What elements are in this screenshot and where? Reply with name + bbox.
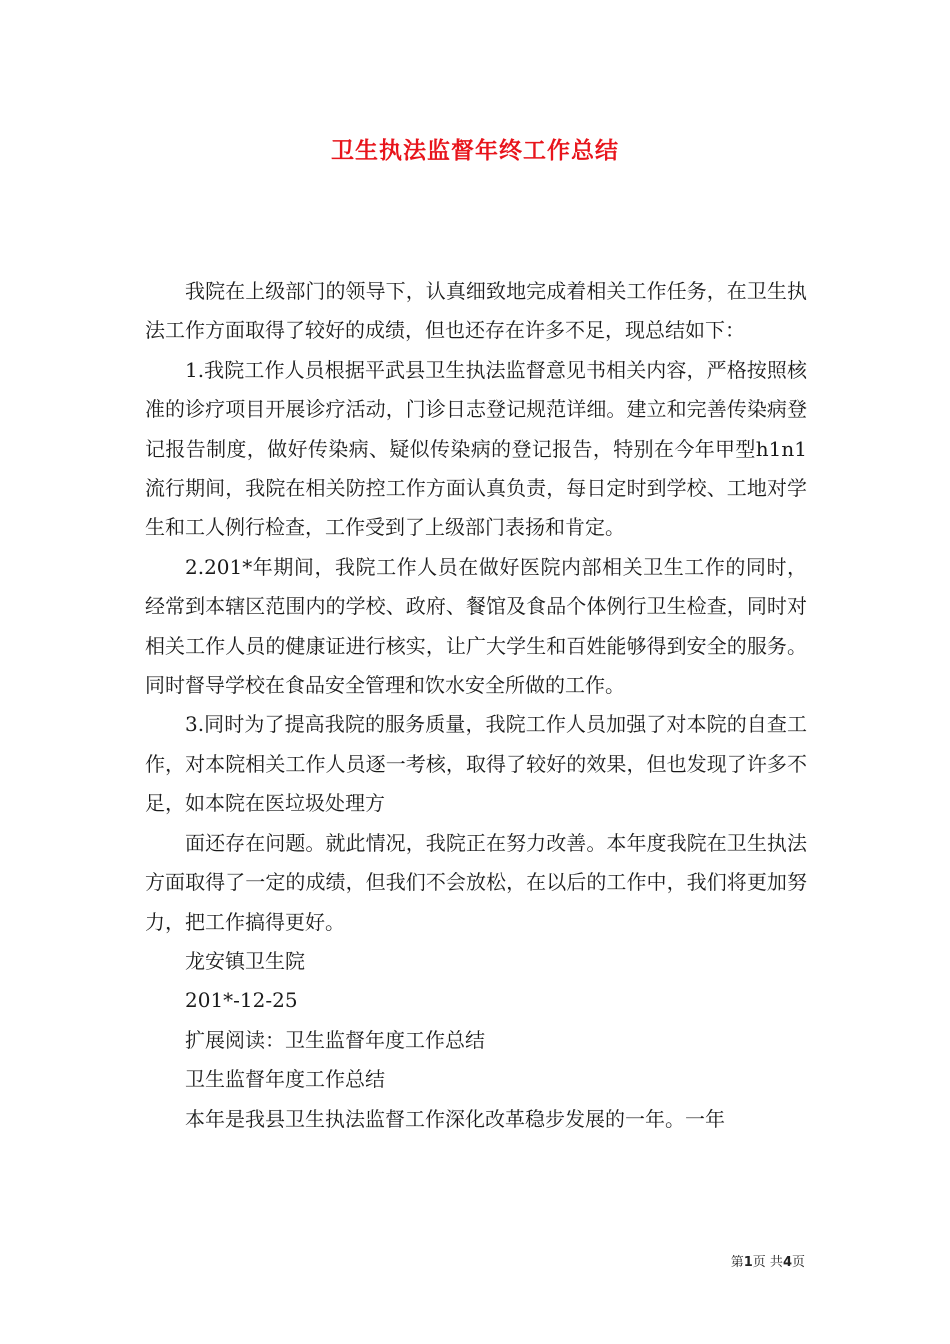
section-subtitle: 卫生监督年度工作总结 [185, 1067, 385, 1092]
footer-middle: 页 共 [752, 1255, 783, 1270]
signature: 龙安镇卫生院 [185, 948, 305, 973]
paragraph-intro: 我院在上级部门的领导下，认真细致地完成着相关工作任务，在卫生执法工作方面取得了较好的成绩，但也还存在许多不足，现总结如下： [145, 279, 807, 343]
paragraph-item-3: 3.同时为了提高我院的服务质量，我院工作人员加强了对本院的自查工作，对本院相关工作人员逐一考核，取得了较好的效果，但也发现了许多不足，如本院在医垃圾处理方 [145, 712, 807, 816]
footer-prefix: 第 [730, 1255, 744, 1270]
document-title: 卫生执法监督年终工作总结 [331, 137, 619, 164]
document-date: 201*-12-25 [185, 988, 298, 1013]
footer-total-pages: 4 [782, 1255, 792, 1270]
footer-suffix: 页 [791, 1255, 805, 1270]
paragraph-item-2: 2.201*年期间，我院工作人员在做好医院内部相关卫生工作的同时，经常到本辖区范围内的学校、政府、餐馆及食品个体例行卫生检查，同时对相关工作人员的健康证进行核实，让广大学生和百姓能够得到安全的服务。同时督导学校在食品安全管理和饮水安全所做的工作。 [145, 554, 807, 698]
footer-page-number: 1 [743, 1255, 753, 1270]
page-footer [731, 1251, 805, 1270]
paragraph-conclusion: 面还存在问题。就此情况，我院正在努力改善。本年度我院在卫生执法方面取得了一定的成绩，但我们不会放松，在以后的工作中，我们将更加努力，把工作搞得更好。 [145, 830, 807, 934]
document-body [145, 272, 807, 1139]
paragraph-item-1: 1.我院工作人员根据平武县卫生执法监督意见书相关内容，严格按照核准的诊疗项目开展诊疗活动，门诊日志登记规范详细。建立和完善传染病登记报告制度，做好传染病、疑似传染病的登记报告，特别在今年甲型h1n1流行期间，我院在相关防控工作方面认真负责，每日定时到学校、工地对学生和工人例行检查，工作受到了上级部门表扬和肯定。 [145, 357, 807, 540]
extended-reading: 扩展阅读：卫生监督年度工作总结 [185, 1027, 485, 1052]
paragraph-continuation: 本年是我县卫生执法监督工作深化改革稳步发展的一年。一年 [185, 1106, 725, 1131]
